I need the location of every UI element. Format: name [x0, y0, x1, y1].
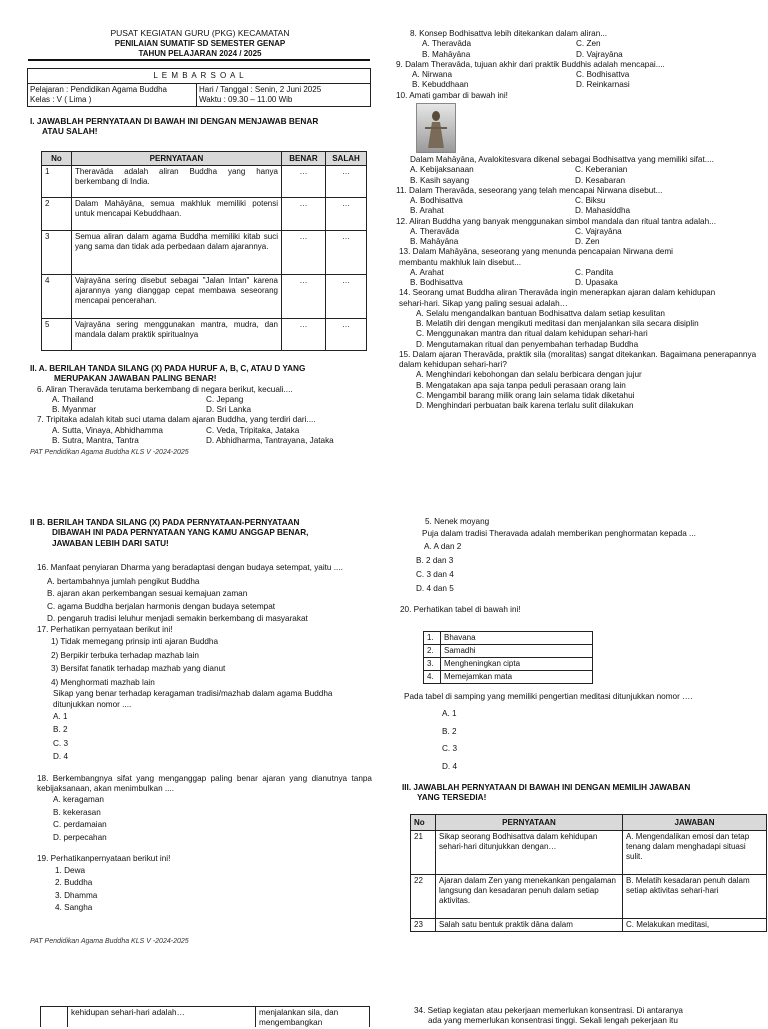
question-17-text: Sikap yang benar terhadap keragaman tradisi/mazhab dalam agama Buddha ditunjukkan nomor ....	[53, 689, 333, 709]
q19-item-3: 3. Dhamma	[55, 890, 98, 900]
section-3-title-2: YANG TERSEDIA!	[417, 793, 487, 803]
table-row	[424, 658, 593, 671]
section-2a-title-2: MERUPAKAN JAWABAN PALING BENAR!	[54, 374, 217, 384]
row-statement: Dalam Mahāyāna, semua makhluk memiliki potensi untuk mencapai Kebuddhaan.	[72, 198, 282, 231]
q14-option-c[interactable]: C. Menggunakan mantra dan ritual dalam kehidupan sehari-hari	[416, 329, 648, 339]
salah-answer-blank[interactable]: …	[326, 275, 367, 319]
row-statement: Salah satu bentuk praktik dāna dalam	[436, 919, 623, 932]
row-answer[interactable]: B. Melatih kesadaran penuh dalam setiap aktivitas sehari-hari	[623, 875, 767, 919]
q17-item-3: 3) Bersifat fanatik terhadap mazhab yang dianut	[51, 664, 226, 674]
q18-option-d[interactable]: D. perpecahan	[53, 832, 107, 842]
question-16: 16. Manfaat penyiaran Dharma yang beradaptasi dengan budaya setempat, yaitu ....	[37, 563, 343, 572]
q12-option-a[interactable]: A. Theravāda	[410, 226, 460, 236]
header-divider	[28, 59, 370, 61]
question-20: 20. Perhatikan tabel di bawah ini!	[400, 604, 521, 614]
row-answer[interactable]: C. Melakukan meditasi,	[623, 919, 767, 932]
table-row	[424, 671, 593, 684]
q19-option-b[interactable]: B. 2 dan 3	[416, 555, 454, 565]
col-benar: BENAR	[282, 152, 326, 166]
page-3-statement-cell: kehidupan sehari-hari adalah…	[71, 1008, 185, 1017]
q6-option-c[interactable]: C. Jepang	[206, 394, 244, 404]
q9-option-d[interactable]: D. Reinkarnasi	[576, 80, 630, 90]
table-row	[42, 198, 367, 231]
col-salah: SALAH	[326, 152, 367, 166]
cell-no: 3.	[424, 658, 441, 671]
q7-option-d[interactable]: D. Abhidharma, Tantrayana, Jataka	[206, 435, 334, 445]
table-row	[42, 275, 367, 319]
q6-option-d[interactable]: D. Sri Lanka	[206, 405, 252, 414]
q7-option-b[interactable]: B. Sutra, Mantra, Tantra	[52, 435, 139, 445]
col-pernyataan: PERNYATAAN	[72, 152, 282, 166]
q8-option-b[interactable]: B. Mahāyāna	[422, 49, 471, 59]
q10-option-a[interactable]: A. Kebijaksanaan	[410, 165, 474, 175]
question-7: 7. Tripitaka adalah kitab suci utama dalam ajaran Buddha, yang terdiri dari....	[37, 415, 316, 425]
table-row	[424, 632, 593, 645]
question-34: 34. Setiap kegiatan atau pekerjaan memerlukan konsentrasi. Di antaranya	[414, 1006, 683, 1015]
row-no: 21	[411, 831, 436, 875]
col-no: No	[411, 815, 436, 831]
benar-answer-blank[interactable]: …	[282, 231, 326, 275]
row-statement: Vajrayāna sering menggunakan mantra, mudra, dan mandala dalam praktik spiritualnya	[72, 319, 282, 351]
q19-item-2: 2. Buddha	[55, 878, 93, 888]
q13-option-a[interactable]: A. Arahat	[410, 267, 444, 277]
row-no: 4	[42, 275, 72, 319]
header-line-1: PUSAT KEGIATAN GURU (PKG) KECAMATAN	[110, 28, 290, 38]
q12-option-d[interactable]: D. Zen	[575, 237, 600, 246]
q9-option-c[interactable]: C. Bodhisattva	[576, 70, 630, 79]
question-6: 6. Aliran Theravāda terutama berkembang di negara berikut, kecuali....	[37, 384, 293, 394]
q8-option-d[interactable]: D. Vajrayāna	[576, 49, 623, 59]
q11-option-b[interactable]: B. Arahat	[410, 206, 444, 216]
row-no: 5	[42, 319, 72, 351]
table-row	[42, 319, 367, 351]
q16-option-a[interactable]: A. bertambahnya jumlah pengikut Buddha	[47, 577, 200, 587]
page-footer-2: PAT Pendidikan Agama Buddha KLS V -2024-2025	[30, 938, 189, 945]
question-8: 8. Konsep Bodhisattva lebih ditekankan dalam aliran...	[410, 29, 608, 38]
section-2b-title: II B. BERILAH TANDA SILANG (X) PADA PERNYATAAN-PERNYATAAN	[30, 518, 300, 527]
section-2a-title: II. A. BERILAH TANDA SILANG (X) PADA HURUF A, B, C, ATAU D YANG	[30, 364, 306, 373]
q8-option-c[interactable]: C. Zen	[576, 39, 601, 49]
question-10-text: Dalam Mahāyāna, Avalokitesvara dikenal sebagai Bodhisattva yang memiliki sifat....	[410, 155, 714, 164]
q14-option-b[interactable]: B. Melatih diri dengan mengikuti meditasi dan menjalankan sila secara disiplin	[416, 319, 699, 328]
q9-option-a[interactable]: A. Nirwana	[412, 70, 453, 79]
hari-field: Hari / Tanggal : Senin, 2 Juni 2025	[199, 85, 322, 94]
section-1-title-2: ATAU SALAH!	[42, 126, 98, 137]
q17-item-2: 2) Berpikir terbuka terhadap mazhab lain	[51, 650, 199, 660]
benar-answer-blank[interactable]: …	[282, 198, 326, 231]
cell-no: 2.	[424, 645, 441, 658]
question-20-table	[423, 631, 593, 684]
header-line-3: TAHUN PELAJARAN 2024 / 2025	[138, 48, 262, 58]
q12-option-b[interactable]: B. Mahāyāna	[410, 237, 459, 246]
section-2b-title-2: DIBAWAH INI PADA PERNYATAAN YANG KAMU ANGGAP BENAR,	[52, 528, 309, 538]
q7-option-c[interactable]: C. Veda, Tripitaka, Jataka	[206, 425, 300, 435]
salah-answer-blank[interactable]: …	[326, 198, 367, 231]
q17-item-4: 4) Menghormati mazhab lain	[51, 677, 155, 687]
question-13: 13. Dalam Mahāyāna, seseorang yang menunda pencapaian Nirwana demi membantu makhluk lain disebut...	[399, 247, 673, 267]
q20-option-c[interactable]: C. 3	[442, 744, 458, 754]
salah-answer-blank[interactable]: …	[326, 166, 367, 198]
q19-option-d[interactable]: D. 4 dan 5	[416, 583, 454, 593]
question-12: 12. Aliran Buddha yang banyak menggunakan simbol mandala dan ritual tantra adalah...	[396, 216, 716, 226]
col-pernyataan: PERNYATAAN	[436, 815, 623, 831]
q6-option-a[interactable]: A. Thailand	[52, 394, 94, 404]
q16-option-d[interactable]: D. pengaruh tradisi leluhur menjadi semakin berkembang di masyarakat	[47, 613, 308, 623]
q11-option-d[interactable]: D. Mahasiddha	[575, 206, 631, 216]
q15-option-a[interactable]: A. Menghindari kebohongan dan selalu berbicara dengan jujur	[416, 370, 642, 380]
q15-option-d[interactable]: D. Menghindari perbuatan baik karena terlalu sulit dilakukan	[416, 401, 634, 410]
q17-item-1: 1) Tidak memegang prinsip inti ajaran Buddha	[51, 637, 219, 647]
question-18: 18. Berkembangnya sifat yang menganggap paling benar ajaran yang dianutnya tanpa kebijaksanaan, akan menimbulkan ....	[37, 773, 372, 794]
q17-option-d[interactable]: D. 4	[53, 752, 69, 762]
row-statement: Semua aliran dalam agama Buddha memiliki kitab suci yang sama dan tidak ada perbedaan dalam ajarannya.	[72, 231, 282, 275]
q17-option-b[interactable]: B. 2	[53, 725, 68, 735]
cell-item: Bhavana	[441, 632, 593, 645]
row-statement: Sikap seorang Bodhisattva dalam kehidupan sehari-hari ditunjukkan dengan…	[436, 831, 623, 875]
q7-option-a[interactable]: A. Sutta, Vinaya, Abhidhamma	[52, 425, 163, 435]
q10-option-d[interactable]: D. Kesabaran	[575, 175, 626, 185]
header-line-2: PENILAIAN SUMATIF SD SEMESTER GENAP	[114, 38, 286, 48]
q8-option-a[interactable]: A. Theravāda	[422, 39, 472, 49]
table-row	[42, 166, 367, 198]
benar-answer-blank[interactable]: …	[282, 166, 326, 198]
question-34-line-2: ada yang memerlukan konsentrasi tinggi. Sekali lengah pekerjaan itu	[428, 1016, 678, 1026]
q12-option-c[interactable]: C. Vajrayāna	[575, 226, 622, 236]
q9-option-b[interactable]: B. Kebuddhaan	[412, 80, 469, 90]
section-1-table	[41, 151, 367, 351]
kelas-field: Kelas : V ( Lima )	[30, 95, 92, 104]
row-no: 22	[411, 875, 436, 919]
question-17: 17. Perhatikan pernyataan berikut ini!	[37, 625, 173, 635]
q16-option-c[interactable]: C. agama Buddha berjalan harmonis dengan budaya setempat	[47, 601, 276, 611]
q20-option-b[interactable]: B. 2	[442, 726, 457, 736]
waktu-field: Waktu : 09.30 – 11.00 Wib	[199, 95, 293, 104]
benar-answer-blank[interactable]: …	[282, 319, 326, 351]
page-3-answer-cell: menjalankan sila, dan mengembangkan	[259, 1008, 339, 1028]
table-row	[411, 875, 767, 919]
q11-option-a[interactable]: A. Bodhisattva	[410, 196, 463, 205]
q6-option-b[interactable]: B. Myanmar	[52, 405, 97, 414]
cell-no: 4.	[424, 671, 441, 684]
q15-option-c[interactable]: C. Mengambil barang milik orang lain selama tidak diketahui	[416, 390, 635, 400]
q13-option-c[interactable]: C. Pandita	[575, 267, 614, 277]
q17-option-c[interactable]: C. 3	[53, 738, 69, 748]
table-row	[411, 919, 767, 932]
cell-no: 1.	[424, 632, 441, 645]
cell-item: Mengheningkan cipta	[441, 658, 593, 671]
q18-option-a[interactable]: A. keragaman	[53, 795, 104, 805]
cell-item: Memejamkan mata	[441, 671, 593, 684]
benar-answer-blank[interactable]: …	[282, 275, 326, 319]
q19-item-5: 5. Nenek moyang	[425, 517, 490, 526]
table-row	[42, 231, 367, 275]
page-footer: PAT Pendidikan Agama Buddha KLS V -2024-2025	[30, 449, 189, 456]
q10-option-b[interactable]: B. Kasih sayang	[410, 175, 470, 185]
q16-option-b[interactable]: B. ajaran akan perkembangan sesuai kemajuan zaman	[47, 589, 248, 599]
q19-item-1: 1. Dewa	[55, 865, 86, 875]
row-answer[interactable]: A. Mengendalikan emosi dan tetap tenang dalam menghadapi situasi sulit.	[623, 831, 767, 875]
question-19-text: Puja dalam tradisi Theravada adalah memberikan penghormatan kepada ...	[422, 529, 696, 539]
avalokitesvara-image	[416, 103, 456, 153]
section-3-title: III. JAWABLAH PERNYATAAN DI BAWAH INI DENGAN MEMILIH JAWABAN	[402, 783, 691, 792]
question-10: 10. Amati gambar di bawah ini!	[396, 90, 508, 100]
row-statement: Theravāda adalah aliran Buddha yang hanya berkembang di India.	[72, 166, 282, 198]
col-no: No	[42, 152, 72, 166]
row-no: 1	[42, 166, 72, 198]
q19-option-c[interactable]: C. 3 dan 4	[416, 569, 454, 579]
q14-option-a[interactable]: A. Selalu mengandalkan bantuan Bodhisattva dalam setiap kesulitan	[416, 308, 665, 318]
section-1-title: I. JAWABLAH PERNYATAAN DI BAWAH INI DENGAN MENJAWAB BENAR	[30, 116, 319, 126]
question-15: 15. Dalam ajaran Theravāda, praktik sila (moralitas) sangat ditekankan. Bagaimana penerapannya dalam kehidupan sehari-hari?	[399, 349, 757, 369]
q13-option-d[interactable]: D. Upasaka	[575, 278, 618, 287]
salah-answer-blank[interactable]: …	[326, 231, 367, 275]
row-no: 23	[411, 919, 436, 932]
q10-option-c[interactable]: C. Keberanian	[575, 165, 628, 175]
q15-option-b[interactable]: B. Mengatakan apa saja tanpa peduli perasaan orang lain	[416, 380, 626, 390]
row-statement: Vajrayāna sering disebut sebagai "Jalan Intan" karena ajarannya yang dianggap cepat membawa seseorang mencapai pencerahan.	[72, 275, 282, 319]
question-9: 9. Dalam Theravāda, tujuan akhir dari praktik Buddhis adalah mencapai....	[396, 59, 665, 69]
pelajaran-field: Pelajaran : Pendidikan Agama Buddha	[30, 85, 167, 94]
question-11: 11. Dalam Theravāda, seseorang yang telah mencapai Nirwana disebut...	[396, 185, 663, 195]
section-2b-title-3: JAWABAN LEBIH DARI SATU!	[52, 538, 169, 548]
q19-option-a[interactable]: A. A dan 2	[424, 541, 462, 551]
question-14: 14. Seorang umat Buddha aliran Theravāda ingin menerapkan ajaran dalam kehidupan sehari-hari. Sikap yang paling sesuai adalah…	[399, 288, 716, 308]
q18-option-b[interactable]: B. kekerasan	[53, 807, 101, 817]
salah-answer-blank[interactable]: …	[326, 319, 367, 351]
q11-option-c[interactable]: C. Biksu	[575, 196, 606, 205]
table-row	[411, 831, 767, 875]
row-no: 2	[42, 198, 72, 231]
q20-option-a[interactable]: A. 1	[442, 709, 457, 719]
lembar-soal-title: L E M B A R S O A L	[28, 69, 371, 84]
q20-option-d[interactable]: D. 4	[442, 761, 458, 771]
cell-item: Samadhi	[441, 645, 593, 658]
question-19: 19. Perhatikanpernyataan berikut ini!	[37, 854, 171, 864]
q19-item-4: 4. Sangha	[55, 903, 93, 913]
student-info-table	[27, 68, 371, 107]
question-20-text: Pada tabel di samping yang memiliki pengertian meditasi ditunjukkan nomor ….	[404, 692, 693, 701]
row-statement: Ajaran dalam Zen yang menekankan pengalaman langsung dan kesadaran penuh dalam setiap aktivitas.	[436, 875, 623, 919]
table-row	[424, 645, 593, 658]
q17-option-a[interactable]: A. 1	[53, 711, 68, 721]
section-3-table	[410, 814, 767, 932]
col-jawaban: JAWABAN	[623, 815, 767, 831]
q13-option-b[interactable]: B. Bodhisattva	[410, 278, 463, 287]
q14-option-d[interactable]: D. Mengutamakan ritual dan penyembahan terhadap Buddha	[416, 339, 639, 349]
row-no: 3	[42, 231, 72, 275]
q18-option-c[interactable]: C. perdamaian	[53, 820, 107, 830]
